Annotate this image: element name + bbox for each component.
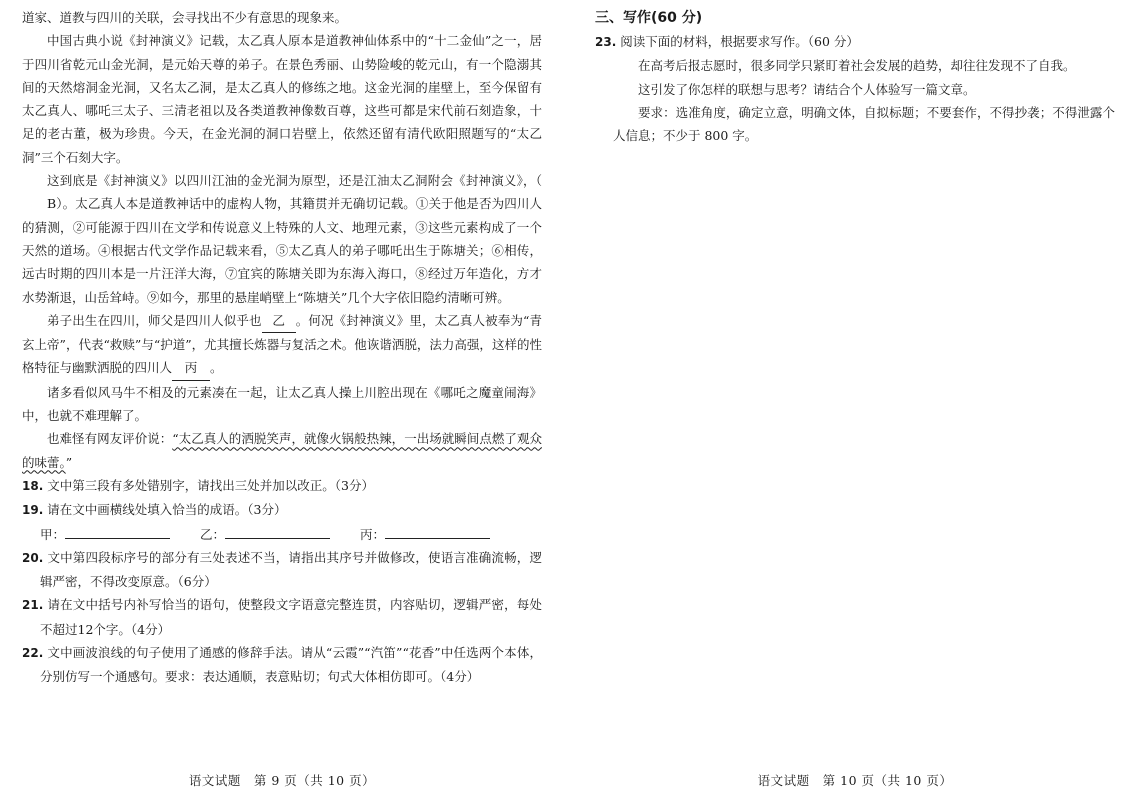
writing-section <box>595 6 1115 147</box>
passage <box>22 6 542 689</box>
question-text: 文中第三段有多处错别字，请找出三处并加以改正。（3分） <box>47 477 374 493</box>
material-paragraph: 在高考后报志愿时，很多同学只紧盯着社会发展的趋势，却往往发现不了自我。 <box>638 58 1076 74</box>
question-19 <box>22 498 542 522</box>
right-page <box>595 0 1115 800</box>
question-number: 21. <box>22 598 44 613</box>
paragraph-5-text-a: 也难怪有网友评价说： <box>47 431 173 447</box>
answer-field-jia[interactable] <box>65 523 170 539</box>
prompt-paragraph: 这引发了你怎样的联想与思考？请结合个人体验写一篇文章。 <box>638 81 976 97</box>
question-text: 请在文中画横线处填入恰当的成语。（3分） <box>47 502 287 518</box>
blank-yi: 乙 <box>262 309 296 333</box>
paragraph-4: 诸多看似风马牛不相及的元素凑在一起，让太乙真人操上川腔出现在《哪吒之魔童闹海》中，也就不难理解了。 <box>22 384 542 424</box>
question-number: 20. <box>22 550 44 565</box>
paragraph-3 <box>22 309 542 381</box>
left-page <box>22 0 542 800</box>
question-22 <box>22 641 542 689</box>
question-number: 19. <box>22 503 44 518</box>
paragraph-5-text-b: ” <box>65 454 73 470</box>
question-text: 文中画波浪线的句子使用了通感的修辞手法。请从“云霞”“汽笛”“花香”中任选两个本体，分别仿写一个通感句。要求：表达通顺，表意贴切；句式大体相仿即可。（4分） <box>40 645 542 685</box>
wavy-underlined-sentence: “太乙真人的洒脱笑声，就像火锅般热辣，一出场就瞬间点燃了观众的味蕾。 <box>22 431 542 470</box>
paragraph-5 <box>22 427 542 474</box>
paragraph-2-text-b: 。太乙真人本是道教神话中的虚构人物，其籍贯并无确切记载。①关于他是否为四川人的猜测，②可能源于四川在文学和传说意义上特殊的人文、地理元素，③这些元素构成了一个天然的道场。④根据古代文学作品记载来看，⑤太乙真人的弟子哪吒出生于陈塘关；⑥相传，远古时期的四川本是一片汪洋大海，⑦宜宾的陈塘关即为东海入海口，⑧经过万年造化，方才水势渐退，山岳耸峙。⑨如今，那里的悬崖峭壁上“陈塘关”几个大字依旧隐约清晰可辨。 <box>22 196 542 305</box>
answer-field-bing[interactable] <box>385 523 490 539</box>
answer-label-bing: 丙： <box>360 526 386 542</box>
page-footer: 语文试题 第 9 页（共 10 页） <box>188 773 376 788</box>
blank-bing: 丙 <box>172 356 210 380</box>
question-18 <box>22 474 542 498</box>
answer-label-yi: 乙： <box>200 526 226 542</box>
question-text: 文中第四段标序号的部分有三处表述不当，请指出其序号并做修改，使语言准确流畅，逻辑严密，不得改变原意。（6分） <box>40 549 542 590</box>
answer-field-yi[interactable] <box>225 523 330 539</box>
question-number: 23. <box>595 35 617 49</box>
paragraph-3-text-c: 。 <box>210 360 223 376</box>
question-23 <box>595 30 1115 54</box>
paragraph-2 <box>22 169 542 309</box>
writing-material <box>595 54 1115 147</box>
question-number: 22. <box>22 646 44 661</box>
question-list <box>22 474 542 689</box>
paragraph-3-text-a: 弟子出生在四川，师父是四川人似乎也 <box>47 312 262 328</box>
paragraph-1: 中国古典小说《封神演义》记载，太乙真人原本是道教神仙体系中的“十二金仙”之一，居于四川省乾元山金光洞，是元始天尊的弟子。在景色秀丽、山势险峻的乾元山，有一个隐溺其间的天然熔洞金光洞，又名太乙洞，是太乙真人的修练之地。这金光洞的崖壁上，至今保留有太乙真人、哪吒三太子、三清老祖以及各类道教神像数百尊，这些可都是宋代前石刻造象，十足的老古董，极为珍贵。今天，在金光洞的洞口岩壁上，依然还留有清代欧阳照题写的“太乙洞”三个石刻大字。 <box>22 33 542 165</box>
section-title: 三、写作(60 分) <box>595 10 703 26</box>
question-text: 阅读下面的材料，根据要求写作。（60 分） <box>620 34 859 49</box>
page-footer: 语文试题 第 10 页（共 10 页） <box>757 773 953 788</box>
question-number: 18. <box>22 478 44 493</box>
paragraph-2-text-a: 这到底是《封神演义》以四川江油的金光洞为原型，还是江油太乙洞附会《封神演义》， <box>47 173 536 189</box>
answer-paren-mark: B <box>47 196 57 212</box>
answer-lines <box>22 523 542 546</box>
answer-label-jia: 甲： <box>40 526 66 542</box>
paragraph-3-text-b: 。何况《封神演义》里，太乙真人被奉为“青玄上帝”，代表“救赎”与“护道”，尤其擅长炼器与复活之术。他诙谐洒脱，法力高强，这样的性格特征与幽默洒脱的四川人 <box>22 312 542 376</box>
question-20 <box>22 546 542 594</box>
answer-paren-close: ） <box>56 196 63 212</box>
paragraph-0: 道家、道教与四川的关联，会寻找出不少有意思的现象来。 <box>22 10 348 25</box>
question-21 <box>22 593 542 641</box>
requirements-paragraph: 要求：选准角度，确定立意，明确文体，自拟标题；不要套作，不得抄袭；不得泄露个人信息；不少于 800 字。 <box>613 104 1115 144</box>
answer-paren-open: （ <box>535 173 542 189</box>
question-text: 请在文中括号内补写恰当的语句，使整段文字语意完整连贯，内容贴切，逻辑严密，每处不超过12个字。（4分） <box>40 597 542 637</box>
